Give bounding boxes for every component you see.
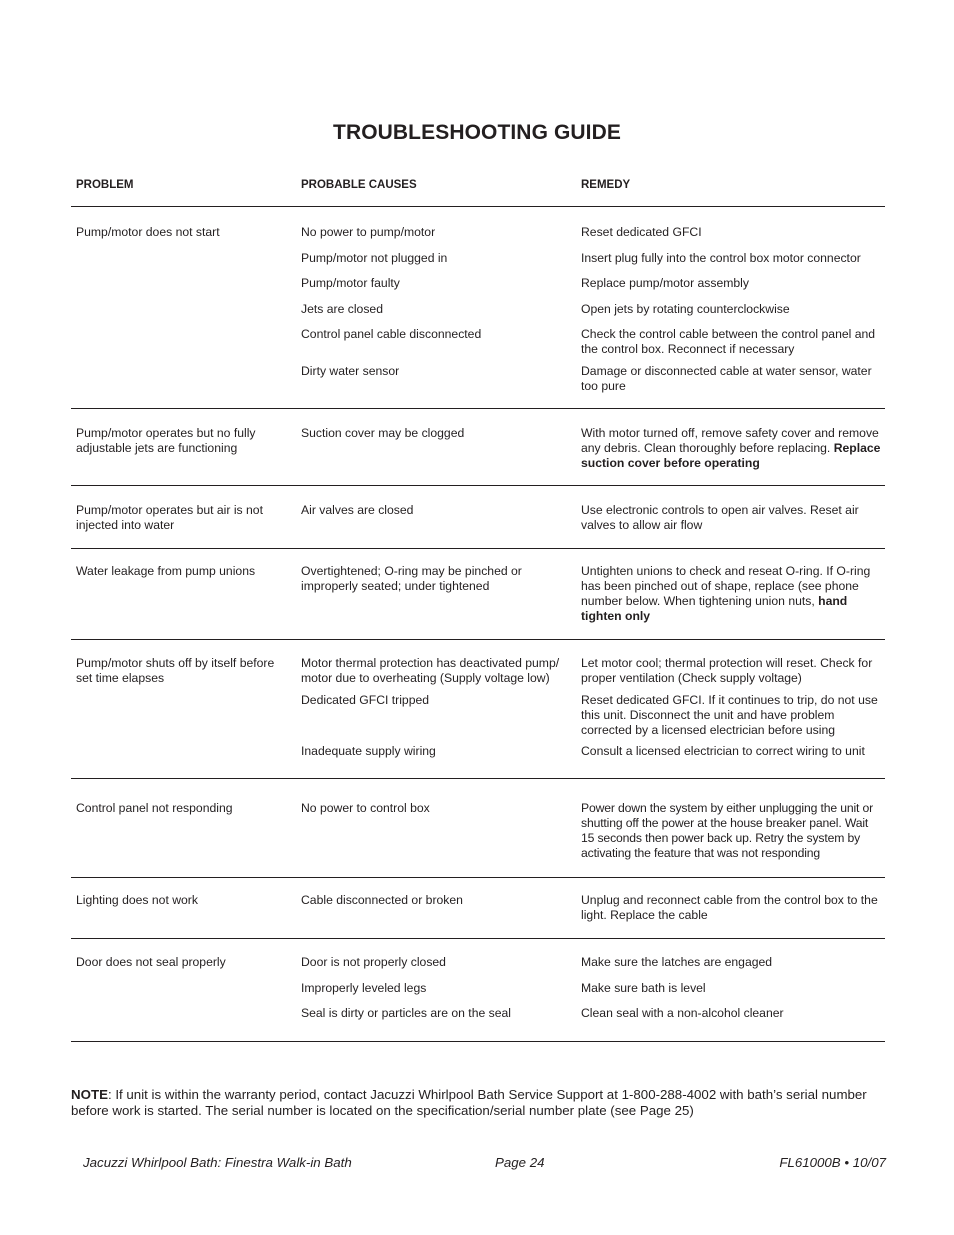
column-header-remedy: REMEDY — [581, 179, 631, 191]
cause-cell: Overtightened; O-ring may be pinched or improperly seated; under tightened — [301, 564, 522, 593]
table-divider — [71, 778, 885, 779]
problem-cell: Door does not seal properly — [76, 955, 226, 969]
remedy-cell — [581, 564, 883, 624]
remedy-cell: Damage or disconnected cable at water sensor, water too pure — [581, 364, 872, 393]
problem-cell: Pump/motor operates but air is not injected into water — [76, 503, 263, 532]
remedy-cell — [581, 426, 883, 471]
problem-cell: Control panel not responding — [76, 801, 233, 815]
cause-cell: Inadequate supply wiring — [301, 744, 436, 758]
remedy-warning: hand tighten only — [581, 594, 848, 623]
footer-page-number: Page 24 — [495, 1155, 545, 1170]
cause-cell: Door is not properly closed — [301, 955, 446, 969]
table-divider — [71, 485, 885, 486]
problem-cell: Pump/motor shuts off by itself before set time elapses — [76, 656, 275, 685]
cause-cell: Dirty water sensor — [301, 364, 400, 378]
table-divider — [71, 408, 885, 409]
problem-cell: Lighting does not work — [76, 893, 198, 907]
cause-cell: Motor thermal protection has deactivated pump/ motor due to overheating (Supply voltage low) — [301, 656, 560, 685]
table-divider — [71, 877, 885, 878]
table-divider — [71, 206, 885, 207]
remedy-cell: Check the control cable between the control panel and the control box. Reconnect if necessary — [581, 327, 876, 356]
remedy-cell: Use electronic controls to open air valves. Reset air valves to allow air flow — [581, 503, 859, 532]
table-divider — [71, 639, 885, 640]
page-title: TROUBLESHOOTING GUIDE — [333, 121, 621, 144]
remedy-cell: Consult a licensed electrician to correct wiring to unit — [581, 744, 865, 758]
remedy-cell: Make sure bath is level — [581, 981, 706, 995]
cause-cell: Control panel cable disconnected — [301, 327, 482, 341]
cause-cell: No power to control box — [301, 801, 430, 815]
cause-cell: Pump/motor faulty — [301, 276, 400, 290]
remedy-cell: Reset dedicated GFCI — [581, 225, 702, 239]
problem-cell: Water leakage from pump unions — [76, 564, 256, 578]
cause-cell: Improperly leveled legs — [301, 981, 427, 995]
remedy-cell: Open jets by rotating counterclockwise — [581, 302, 790, 316]
column-header-problem: PROBLEM — [76, 179, 134, 191]
cause-cell: Pump/motor not plugged in — [301, 251, 448, 265]
table-divider — [71, 938, 885, 939]
remedy-cell: Make sure the latches are engaged — [581, 955, 773, 969]
cause-cell: Dedicated GFCI tripped — [301, 693, 430, 707]
cause-cell: Cable disconnected or broken — [301, 893, 463, 907]
remedy-cell: Clean seal with a non-alcohol cleaner — [581, 1006, 784, 1020]
cause-cell: Jets are closed — [301, 302, 383, 316]
remedy-cell: Replace pump/motor assembly — [581, 276, 749, 290]
footer-product-name: Jacuzzi Whirlpool Bath: Finestra Walk-in Bath — [83, 1155, 352, 1170]
remedy-text: With motor turned off, remove safety cover and remove any debris. Clean thoroughly before replacing. — [581, 426, 879, 455]
table-divider — [71, 548, 885, 549]
remedy-cell: Reset dedicated GFCI. If it continues to trip, do not use this unit. Disconnect the unit and have problem corrected by a licensed electrician before using — [581, 693, 878, 737]
cause-cell: No power to pump/motor — [301, 225, 436, 239]
remedy-cell: Insert plug fully into the control box motor connector — [581, 251, 861, 265]
column-header-probable-causes: PROBABLE CAUSES — [301, 179, 417, 191]
note-text: : If unit is within the warranty period, contact Jacuzzi Whirlpool Bath Service Support at 1-800-288-4002 with bath’s serial number before work is started. The serial number is located on the specification/serial number plate (see Page 25) — [71, 1087, 867, 1118]
remedy-text: Untighten unions to check and reseat O-ring. If O-ring has been pinched out of shape, replace (see phone number below. When tightening union nuts, — [581, 564, 871, 608]
remedy-cell: Let motor cool; thermal protection will reset. Check for proper ventilation (Check supply voltage) — [581, 656, 873, 685]
remedy-warning: Replace suction cover before operating — [581, 441, 881, 470]
remedy-cell: Power down the system by either unplugging the unit or shutting off the power at the house breaker panel. Wait 15 seconds then power back up. Retry the system by activating the feature that was not responding — [581, 801, 874, 860]
problem-cell: Pump/motor does not start — [76, 225, 220, 239]
remedy-cell: Unplug and reconnect cable from the control box to the light. Replace the cable — [581, 893, 878, 922]
problem-cell: Pump/motor operates but no fully adjustable jets are functioning — [76, 426, 256, 455]
table-divider — [71, 1041, 885, 1042]
warranty-note — [71, 1087, 883, 1118]
footer-document-code: FL61000B • 10/07 — [779, 1155, 886, 1170]
cause-cell: Seal is dirty or particles are on the seal — [301, 1006, 511, 1020]
cause-cell: Air valves are closed — [301, 503, 414, 517]
cause-cell: Suction cover may be clogged — [301, 426, 465, 440]
note-label: NOTE — [71, 1087, 108, 1102]
